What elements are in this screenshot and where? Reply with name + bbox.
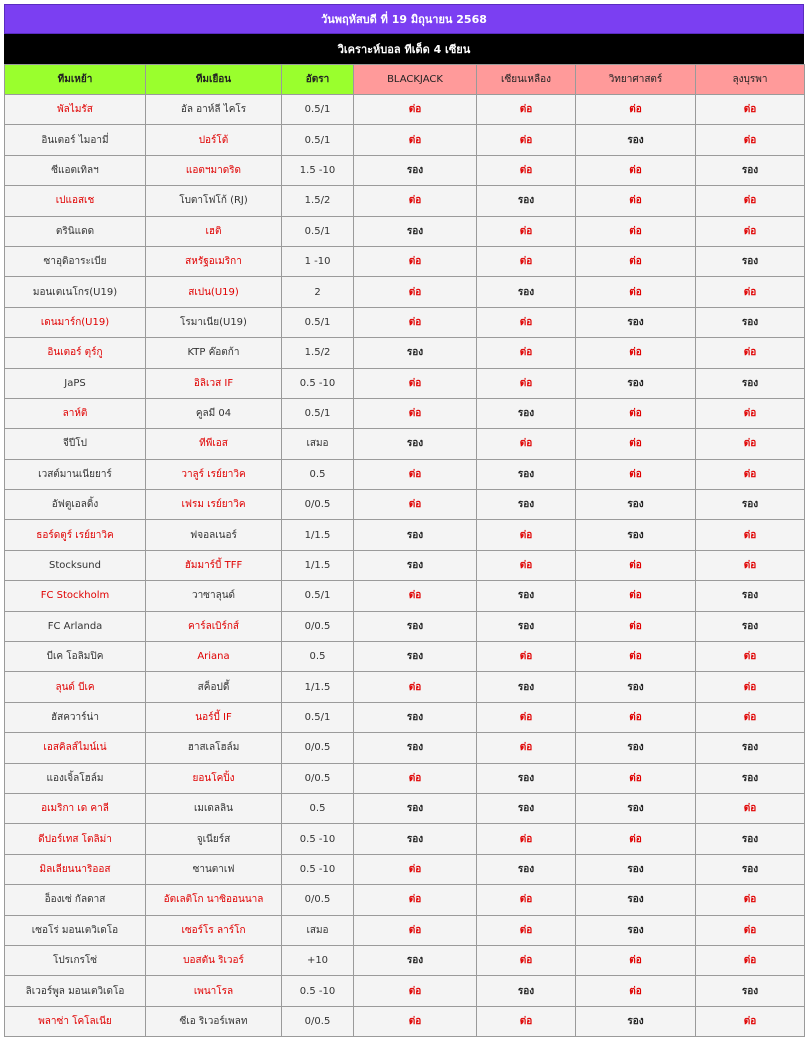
pick-sian-lueang: รอง bbox=[477, 398, 576, 428]
pick-lung-burapha: ต่อ bbox=[696, 642, 805, 672]
pick-witthayasat: ต่อ bbox=[576, 398, 696, 428]
away-team: โรมาเนีย(U19) bbox=[146, 307, 282, 337]
table-row bbox=[5, 733, 805, 763]
home-team: พัลไมรัส bbox=[5, 95, 146, 125]
pick-lung-burapha: รอง bbox=[696, 611, 805, 641]
pick-lung-burapha: ต่อ bbox=[696, 672, 805, 702]
pick-blackjack: ต่อ bbox=[354, 246, 477, 276]
pick-blackjack: ต่อ bbox=[354, 307, 477, 337]
pick-witthayasat: รอง bbox=[576, 520, 696, 550]
handicap-rate: 0/0.5 bbox=[282, 763, 354, 793]
away-team: อัล อาห์ลี ไคโร bbox=[146, 95, 282, 125]
pick-witthayasat: รอง bbox=[576, 733, 696, 763]
pick-lung-burapha: ต่อ bbox=[696, 459, 805, 489]
handicap-rate: 0.5 -10 bbox=[282, 854, 354, 884]
handicap-rate: 1/1.5 bbox=[282, 550, 354, 580]
handicap-rate: เสมอ bbox=[282, 429, 354, 459]
away-team: นอร์บี้ IF bbox=[146, 702, 282, 732]
header-away-team: ทีมเยือน bbox=[146, 65, 282, 95]
pick-sian-lueang: รอง bbox=[477, 793, 576, 823]
pick-lung-burapha: รอง bbox=[696, 824, 805, 854]
away-team: ซีเอ ริเวอร์เพลท bbox=[146, 1006, 282, 1036]
header-sian-lueang: เซียนเหลือง bbox=[477, 65, 576, 95]
home-team: เซอโร่ มอนเตวิเดโอ bbox=[5, 915, 146, 945]
home-team: FC Stockholm bbox=[5, 581, 146, 611]
pick-lung-burapha: ต่อ bbox=[696, 398, 805, 428]
pick-blackjack: ต่อ bbox=[354, 186, 477, 216]
pick-witthayasat: รอง bbox=[576, 793, 696, 823]
home-team: อ็องเซ่ กัลดาส bbox=[5, 885, 146, 915]
pick-witthayasat: รอง bbox=[576, 368, 696, 398]
pick-witthayasat: รอง bbox=[576, 915, 696, 945]
pick-sian-lueang: รอง bbox=[477, 459, 576, 489]
pick-lung-burapha: รอง bbox=[696, 307, 805, 337]
home-team: พลาซ่า โคโลเนีย bbox=[5, 1006, 146, 1036]
away-team: ฮาสเลโฮล์ม bbox=[146, 733, 282, 763]
pick-witthayasat: รอง bbox=[576, 307, 696, 337]
pick-sian-lueang: ต่อ bbox=[477, 155, 576, 185]
table-row bbox=[5, 155, 805, 185]
pick-witthayasat: ต่อ bbox=[576, 186, 696, 216]
pick-blackjack: รอง bbox=[354, 216, 477, 246]
pick-blackjack: รอง bbox=[354, 550, 477, 580]
handicap-rate: 0/0.5 bbox=[282, 733, 354, 763]
pick-blackjack: รอง bbox=[354, 611, 477, 641]
pick-sian-lueang: รอง bbox=[477, 854, 576, 884]
home-team: ตรินิแดด bbox=[5, 216, 146, 246]
away-team: อัตเลติโก นาซิออนนาล bbox=[146, 885, 282, 915]
pick-blackjack: ต่อ bbox=[354, 459, 477, 489]
pick-lung-burapha: ต่อ bbox=[696, 216, 805, 246]
home-team: ดีปอร์เทส โตลิม่า bbox=[5, 824, 146, 854]
pick-witthayasat: ต่อ bbox=[576, 702, 696, 732]
table-row bbox=[5, 945, 805, 975]
table-row bbox=[5, 702, 805, 732]
handicap-rate: 0.5 bbox=[282, 793, 354, 823]
table-row bbox=[5, 915, 805, 945]
away-team: จูเนียร์ส bbox=[146, 824, 282, 854]
pick-blackjack: รอง bbox=[354, 642, 477, 672]
pick-sian-lueang: ต่อ bbox=[477, 733, 576, 763]
pick-blackjack: ต่อ bbox=[354, 125, 477, 155]
pick-sian-lueang: ต่อ bbox=[477, 95, 576, 125]
table-row bbox=[5, 763, 805, 793]
pick-blackjack: ต่อ bbox=[354, 581, 477, 611]
pick-blackjack: ต่อ bbox=[354, 885, 477, 915]
away-team: เมเดลลิน bbox=[146, 793, 282, 823]
pick-sian-lueang: ต่อ bbox=[477, 945, 576, 975]
table-row bbox=[5, 246, 805, 276]
away-team: คูลมี 04 bbox=[146, 398, 282, 428]
pick-lung-burapha: ต่อ bbox=[696, 793, 805, 823]
handicap-rate: 0/0.5 bbox=[282, 1006, 354, 1036]
table-row bbox=[5, 459, 805, 489]
table-row bbox=[5, 976, 805, 1006]
pick-blackjack: ต่อ bbox=[354, 763, 477, 793]
away-team: Ariana bbox=[146, 642, 282, 672]
home-team: ฮัสควาร์น่า bbox=[5, 702, 146, 732]
pick-lung-burapha: ต่อ bbox=[696, 702, 805, 732]
pick-sian-lueang: ต่อ bbox=[477, 885, 576, 915]
pick-lung-burapha: ต่อ bbox=[696, 1006, 805, 1036]
pick-witthayasat: ต่อ bbox=[576, 338, 696, 368]
pick-sian-lueang: ต่อ bbox=[477, 125, 576, 155]
table-row bbox=[5, 581, 805, 611]
pick-witthayasat: ต่อ bbox=[576, 459, 696, 489]
pick-blackjack: ต่อ bbox=[354, 490, 477, 520]
pick-witthayasat: รอง bbox=[576, 854, 696, 884]
handicap-rate: 0.5/1 bbox=[282, 216, 354, 246]
handicap-rate: +10 bbox=[282, 945, 354, 975]
home-team: เปแอสเช bbox=[5, 186, 146, 216]
pick-sian-lueang: ต่อ bbox=[477, 642, 576, 672]
pick-blackjack: ต่อ bbox=[354, 95, 477, 125]
pick-sian-lueang: รอง bbox=[477, 672, 576, 702]
table-row bbox=[5, 398, 805, 428]
handicap-rate: 0.5 -10 bbox=[282, 976, 354, 1006]
home-team: อัฟตูเอลดิ้ง bbox=[5, 490, 146, 520]
home-team: Stocksund bbox=[5, 550, 146, 580]
pick-witthayasat: ต่อ bbox=[576, 976, 696, 1006]
pick-sian-lueang: ต่อ bbox=[477, 429, 576, 459]
page-subtitle: วิเคราะห์บอล ทีเด็ด 4 เซียน bbox=[4, 34, 804, 64]
pick-sian-lueang: ต่อ bbox=[477, 824, 576, 854]
pick-witthayasat: ต่อ bbox=[576, 550, 696, 580]
header-blackjack: BLACKJACK bbox=[354, 65, 477, 95]
table-row bbox=[5, 550, 805, 580]
home-team: เอสคิลส์ไมน์เน่ bbox=[5, 733, 146, 763]
pick-lung-burapha: รอง bbox=[696, 581, 805, 611]
handicap-rate: 0/0.5 bbox=[282, 885, 354, 915]
table-row bbox=[5, 885, 805, 915]
table-row bbox=[5, 490, 805, 520]
pick-sian-lueang: ต่อ bbox=[477, 307, 576, 337]
handicap-rate: 0.5 -10 bbox=[282, 824, 354, 854]
pick-witthayasat: ต่อ bbox=[576, 277, 696, 307]
handicap-rate: เสมอ bbox=[282, 915, 354, 945]
away-team: ฮัมมาร์บี้ TFF bbox=[146, 550, 282, 580]
pick-blackjack: รอง bbox=[354, 155, 477, 185]
pick-blackjack: รอง bbox=[354, 733, 477, 763]
table-row bbox=[5, 611, 805, 641]
pick-sian-lueang: รอง bbox=[477, 581, 576, 611]
handicap-rate: 0.5/1 bbox=[282, 581, 354, 611]
handicap-rate: 1/1.5 bbox=[282, 672, 354, 702]
pick-blackjack: รอง bbox=[354, 338, 477, 368]
pick-witthayasat: ต่อ bbox=[576, 945, 696, 975]
home-team: จีปีโป bbox=[5, 429, 146, 459]
table-row bbox=[5, 642, 805, 672]
pick-blackjack: รอง bbox=[354, 793, 477, 823]
pick-blackjack: ต่อ bbox=[354, 915, 477, 945]
away-team: ฟจอลเนอร์ bbox=[146, 520, 282, 550]
pick-blackjack: ต่อ bbox=[354, 976, 477, 1006]
pick-lung-burapha: รอง bbox=[696, 246, 805, 276]
away-team: ทีพีเอส bbox=[146, 429, 282, 459]
home-team: เวสต์มานเนียยาร์ bbox=[5, 459, 146, 489]
table-body bbox=[5, 95, 805, 1037]
pick-lung-burapha: รอง bbox=[696, 976, 805, 1006]
predictions-table bbox=[4, 64, 805, 1037]
handicap-rate: 0.5/1 bbox=[282, 307, 354, 337]
analysis-table-container bbox=[4, 4, 804, 1037]
away-team: วาซาลุนด์ bbox=[146, 581, 282, 611]
handicap-rate: 0.5/1 bbox=[282, 125, 354, 155]
pick-blackjack: ต่อ bbox=[354, 854, 477, 884]
pick-witthayasat: ต่อ bbox=[576, 763, 696, 793]
away-team: เซอร์โร ลาร์โก bbox=[146, 915, 282, 945]
pick-lung-burapha: ต่อ bbox=[696, 277, 805, 307]
pick-sian-lueang: ต่อ bbox=[477, 550, 576, 580]
pick-witthayasat: ต่อ bbox=[576, 246, 696, 276]
pick-witthayasat: ต่อ bbox=[576, 642, 696, 672]
header-witthayasat: วิทยาศาสตร์ bbox=[576, 65, 696, 95]
handicap-rate: 0.5 -10 bbox=[282, 368, 354, 398]
header-rate: อัตรา bbox=[282, 65, 354, 95]
home-team: มอนเตเนโกร(U19) bbox=[5, 277, 146, 307]
pick-sian-lueang: ต่อ bbox=[477, 520, 576, 550]
pick-lung-burapha: ต่อ bbox=[696, 95, 805, 125]
home-team: ซีแอตเทิลฯ bbox=[5, 155, 146, 185]
pick-lung-burapha: รอง bbox=[696, 733, 805, 763]
home-team: อเมริกา เด คาลี bbox=[5, 793, 146, 823]
pick-lung-burapha: ต่อ bbox=[696, 125, 805, 155]
header-lung-burapha: ลุงบุรพา bbox=[696, 65, 805, 95]
header-home-team: ทีมเหย้า bbox=[5, 65, 146, 95]
home-team: อินเตอร์ ตุร์กู bbox=[5, 338, 146, 368]
table-row bbox=[5, 824, 805, 854]
pick-witthayasat: รอง bbox=[576, 490, 696, 520]
home-team: ซาอุดิอาระเบีย bbox=[5, 246, 146, 276]
pick-blackjack: ต่อ bbox=[354, 277, 477, 307]
pick-blackjack: รอง bbox=[354, 945, 477, 975]
away-team: อิลิเวส IF bbox=[146, 368, 282, 398]
date-title: วันพฤหัสบดี ที่ 19 มิถุนายน 2568 bbox=[4, 4, 804, 34]
table-row bbox=[5, 520, 805, 550]
home-team: ลุนด์ บีเค bbox=[5, 672, 146, 702]
home-team: ลาห์ติ bbox=[5, 398, 146, 428]
home-team: เดนมาร์ก(U19) bbox=[5, 307, 146, 337]
table-row bbox=[5, 368, 805, 398]
pick-lung-burapha: รอง bbox=[696, 763, 805, 793]
pick-lung-burapha: ต่อ bbox=[696, 520, 805, 550]
pick-blackjack: ต่อ bbox=[354, 1006, 477, 1036]
pick-sian-lueang: รอง bbox=[477, 611, 576, 641]
away-team: สเปน(U19) bbox=[146, 277, 282, 307]
table-row bbox=[5, 216, 805, 246]
table-row bbox=[5, 277, 805, 307]
home-team: ลิเวอร์พูล มอนเตวิเดโอ bbox=[5, 976, 146, 1006]
away-team: สหรัฐอเมริกา bbox=[146, 246, 282, 276]
pick-sian-lueang: ต่อ bbox=[477, 368, 576, 398]
handicap-rate: 0.5/1 bbox=[282, 95, 354, 125]
pick-witthayasat: รอง bbox=[576, 672, 696, 702]
home-team: แองเจิ้ลโฮล์ม bbox=[5, 763, 146, 793]
pick-witthayasat: ต่อ bbox=[576, 611, 696, 641]
handicap-rate: 0.5 bbox=[282, 459, 354, 489]
pick-witthayasat: ต่อ bbox=[576, 581, 696, 611]
away-team: ซานตาเฟ bbox=[146, 854, 282, 884]
table-row bbox=[5, 338, 805, 368]
away-team: เฟรม เรย์ยาวิค bbox=[146, 490, 282, 520]
away-team: KTP ค๊อตก้า bbox=[146, 338, 282, 368]
pick-lung-burapha: รอง bbox=[696, 854, 805, 884]
handicap-rate: 0.5 bbox=[282, 642, 354, 672]
pick-sian-lueang: ต่อ bbox=[477, 246, 576, 276]
handicap-rate: 0/0.5 bbox=[282, 490, 354, 520]
pick-blackjack: ต่อ bbox=[354, 398, 477, 428]
handicap-rate: 1.5 -10 bbox=[282, 155, 354, 185]
away-team: เฮติ bbox=[146, 216, 282, 246]
pick-lung-burapha: ต่อ bbox=[696, 945, 805, 975]
pick-witthayasat: ต่อ bbox=[576, 824, 696, 854]
away-team: แอตฯมาดริด bbox=[146, 155, 282, 185]
pick-sian-lueang: รอง bbox=[477, 490, 576, 520]
table-row bbox=[5, 307, 805, 337]
pick-lung-burapha: รอง bbox=[696, 368, 805, 398]
away-team: ยอนโคปิ้ง bbox=[146, 763, 282, 793]
pick-sian-lueang: ต่อ bbox=[477, 702, 576, 732]
handicap-rate: 2 bbox=[282, 277, 354, 307]
home-team: มิลเลียนนาริออส bbox=[5, 854, 146, 884]
pick-sian-lueang: รอง bbox=[477, 277, 576, 307]
pick-sian-lueang: ต่อ bbox=[477, 216, 576, 246]
pick-witthayasat: ต่อ bbox=[576, 216, 696, 246]
table-row bbox=[5, 125, 805, 155]
pick-sian-lueang: รอง bbox=[477, 976, 576, 1006]
away-team: เพนาโรล bbox=[146, 976, 282, 1006]
pick-lung-burapha: ต่อ bbox=[696, 338, 805, 368]
handicap-rate: 0.5/1 bbox=[282, 398, 354, 428]
away-team: สค็อปดี้ bbox=[146, 672, 282, 702]
handicap-rate: 1.5/2 bbox=[282, 338, 354, 368]
home-team: FC Arlanda bbox=[5, 611, 146, 641]
pick-sian-lueang: ต่อ bbox=[477, 338, 576, 368]
table-header-row bbox=[5, 65, 805, 95]
pick-blackjack: รอง bbox=[354, 429, 477, 459]
pick-sian-lueang: รอง bbox=[477, 763, 576, 793]
table-row bbox=[5, 793, 805, 823]
table-row bbox=[5, 95, 805, 125]
pick-sian-lueang: ต่อ bbox=[477, 1006, 576, 1036]
pick-lung-burapha: รอง bbox=[696, 155, 805, 185]
pick-witthayasat: รอง bbox=[576, 885, 696, 915]
handicap-rate: 1/1.5 bbox=[282, 520, 354, 550]
table-row bbox=[5, 1006, 805, 1036]
pick-lung-burapha: ต่อ bbox=[696, 429, 805, 459]
home-team: JaPS bbox=[5, 368, 146, 398]
home-team: อินเตอร์ ไมอามี่ bbox=[5, 125, 146, 155]
pick-blackjack: รอง bbox=[354, 824, 477, 854]
away-team: บอสตัน ริเวอร์ bbox=[146, 945, 282, 975]
table-row bbox=[5, 429, 805, 459]
handicap-rate: 1.5/2 bbox=[282, 186, 354, 216]
away-team: ปอร์โต้ bbox=[146, 125, 282, 155]
pick-sian-lueang: ต่อ bbox=[477, 915, 576, 945]
pick-witthayasat: รอง bbox=[576, 1006, 696, 1036]
home-team: โปรเกรโซ่ bbox=[5, 945, 146, 975]
handicap-rate: 0/0.5 bbox=[282, 611, 354, 641]
away-team: คาร์ลเบิร์กส์ bbox=[146, 611, 282, 641]
pick-blackjack: รอง bbox=[354, 520, 477, 550]
pick-witthayasat: ต่อ bbox=[576, 155, 696, 185]
handicap-rate: 1 -10 bbox=[282, 246, 354, 276]
pick-sian-lueang: รอง bbox=[477, 186, 576, 216]
pick-blackjack: รอง bbox=[354, 702, 477, 732]
pick-witthayasat: ต่อ bbox=[576, 95, 696, 125]
pick-blackjack: ต่อ bbox=[354, 368, 477, 398]
table-row bbox=[5, 854, 805, 884]
home-team: ธอร์ดตูร์ เรย์ยาวิค bbox=[5, 520, 146, 550]
pick-lung-burapha: รอง bbox=[696, 490, 805, 520]
pick-witthayasat: รอง bbox=[576, 125, 696, 155]
pick-witthayasat: ต่อ bbox=[576, 429, 696, 459]
home-team: บีเค โอลิมปิค bbox=[5, 642, 146, 672]
handicap-rate: 0.5/1 bbox=[282, 702, 354, 732]
pick-lung-burapha: ต่อ bbox=[696, 186, 805, 216]
table-row bbox=[5, 186, 805, 216]
away-team: วาลูร์ เรย์ยาวิค bbox=[146, 459, 282, 489]
pick-lung-burapha: ต่อ bbox=[696, 915, 805, 945]
away-team: โบตาโฟโก้ (RJ) bbox=[146, 186, 282, 216]
pick-lung-burapha: ต่อ bbox=[696, 550, 805, 580]
table-row bbox=[5, 672, 805, 702]
pick-lung-burapha: ต่อ bbox=[696, 885, 805, 915]
pick-blackjack: ต่อ bbox=[354, 672, 477, 702]
